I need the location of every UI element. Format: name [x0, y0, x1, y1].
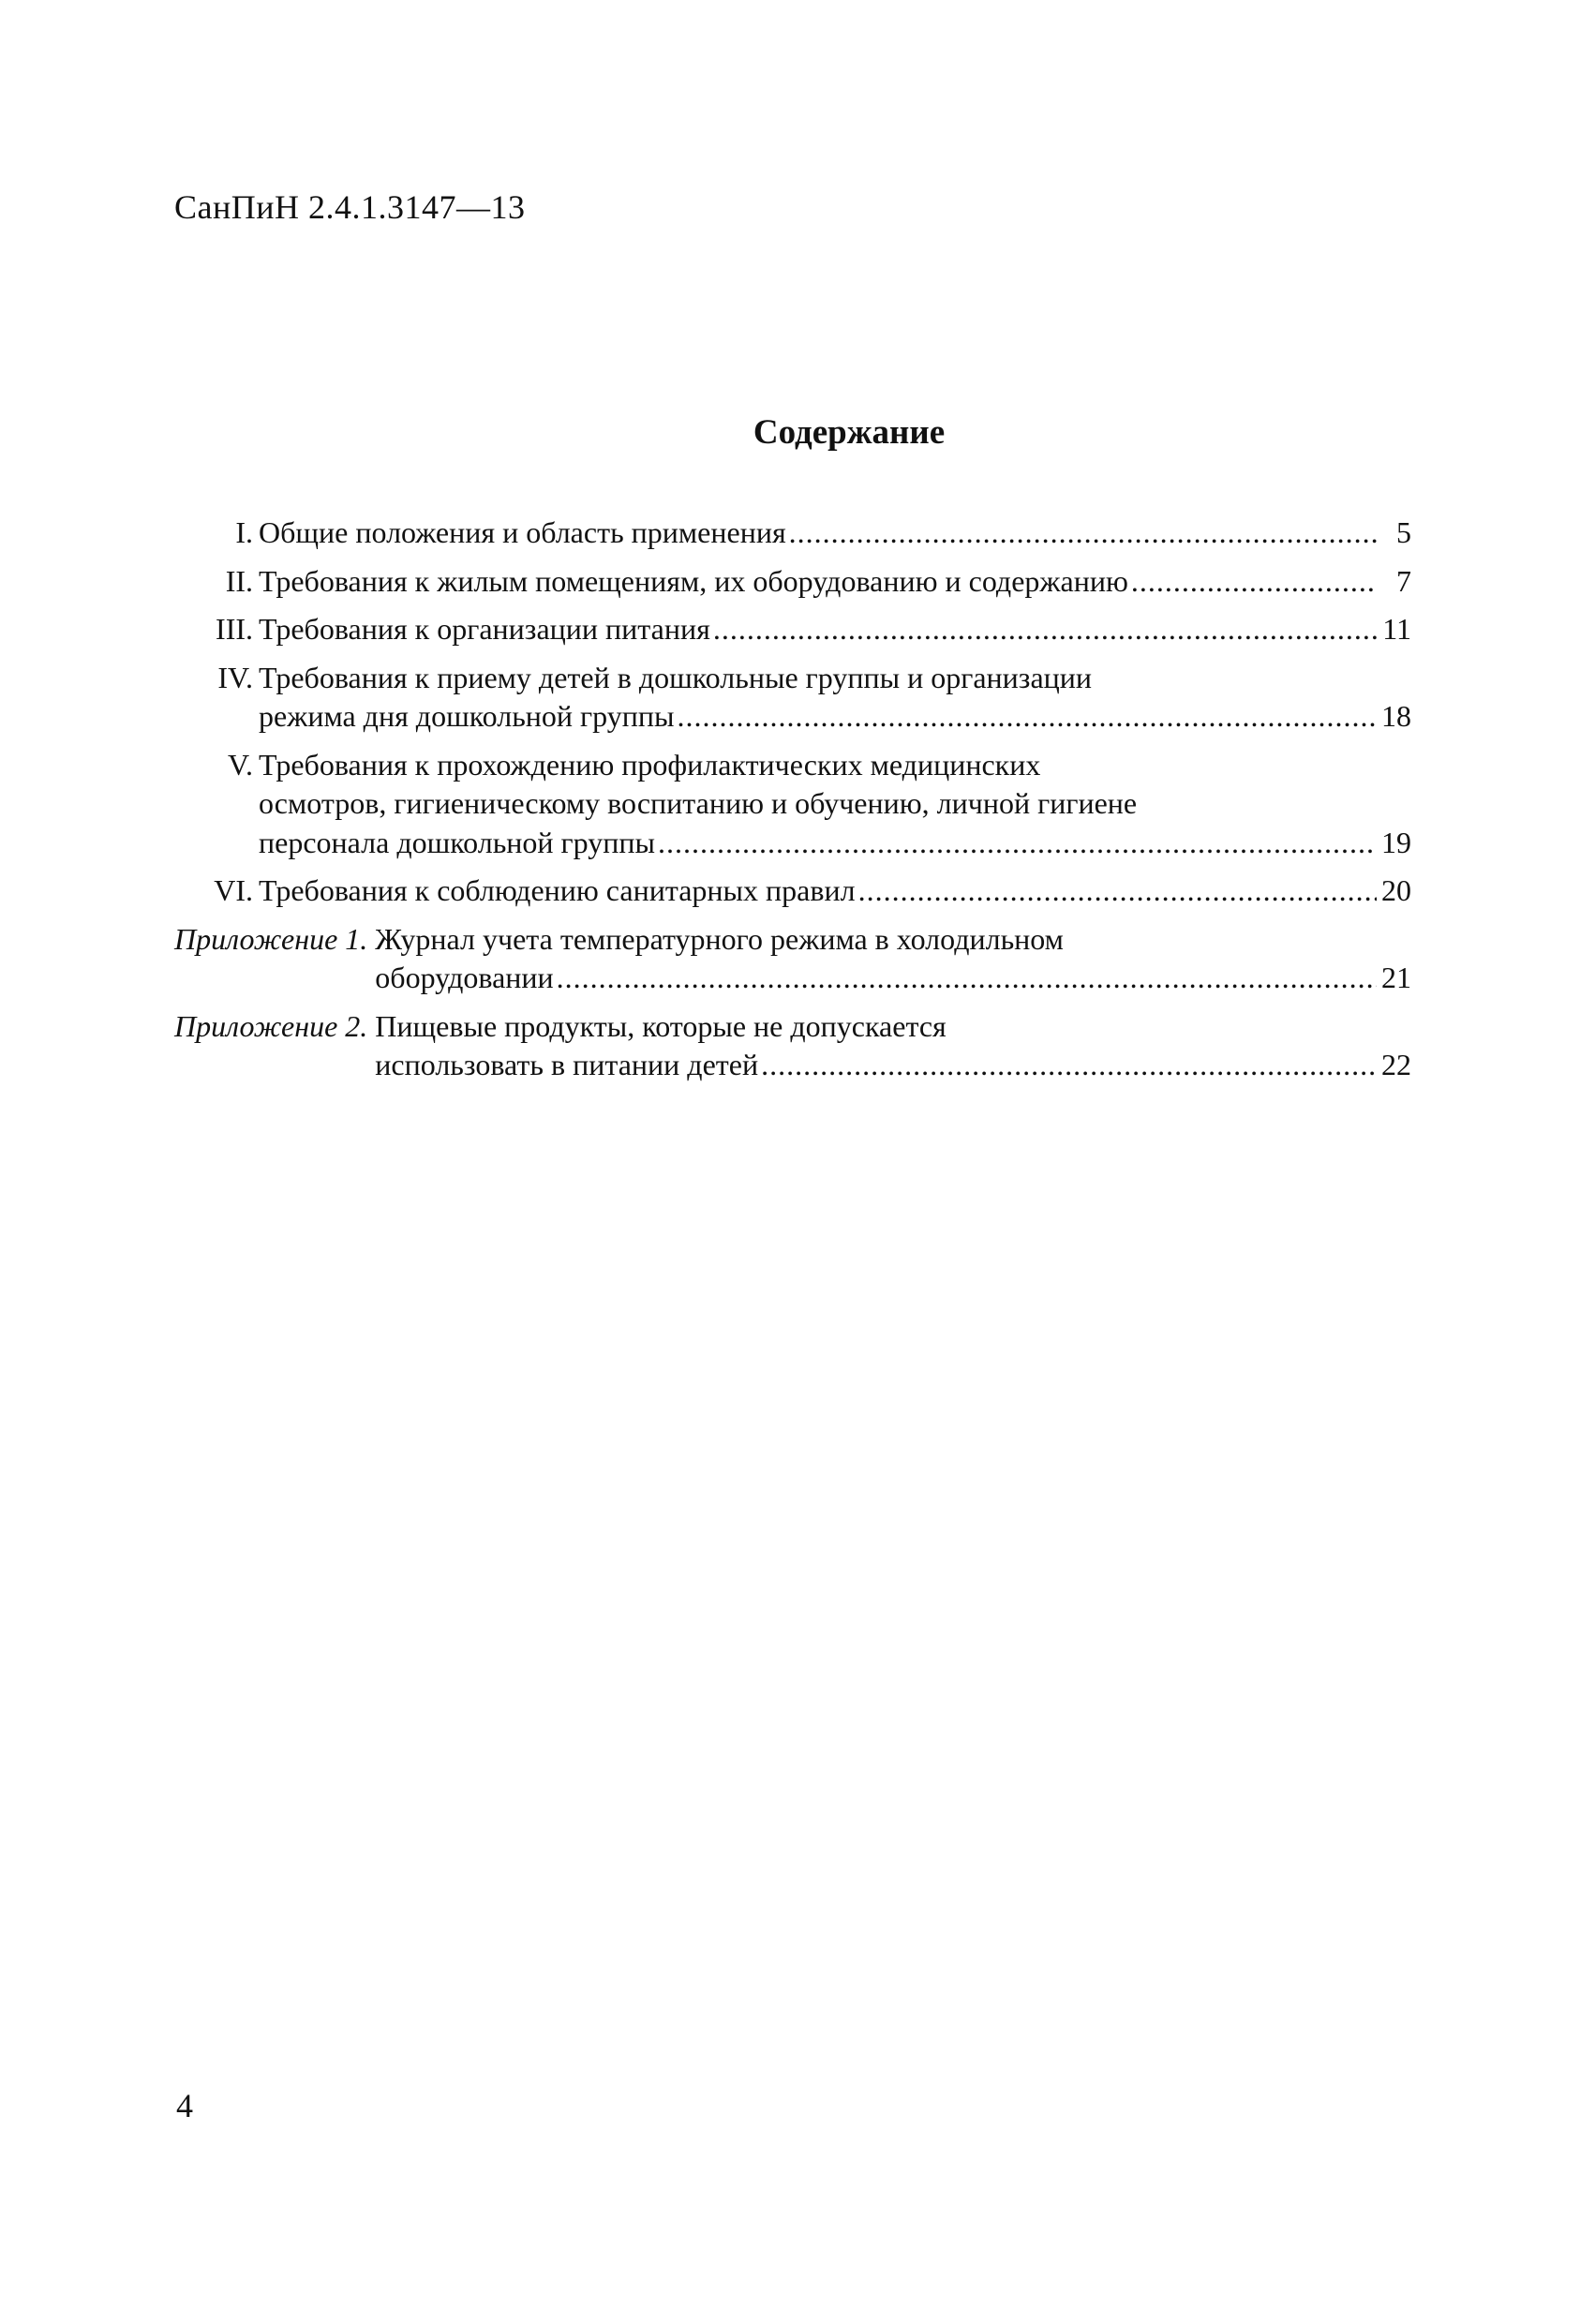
- toc-entry-page: 22: [1381, 1048, 1411, 1081]
- toc-entry-page: 5: [1396, 515, 1411, 549]
- toc-entry-title-line: Требования к прохождению профилактических медицинских: [259, 747, 1041, 782]
- toc-entry-number: I.: [235, 515, 253, 549]
- toc-entry-title: Общие положения и область применения: [259, 515, 786, 549]
- appendix-label: Приложение 2.: [174, 1008, 368, 1043]
- toc-entry-page: 7: [1396, 563, 1411, 598]
- toc-appendix-entry[interactable]: [174, 920, 1411, 998]
- toc-entry-page: 18: [1381, 699, 1411, 733]
- toc-entry-page: 21: [1381, 961, 1411, 994]
- dot-leader: [858, 872, 1377, 911]
- toc-entry[interactable]: [174, 872, 1411, 911]
- toc-entry-title-line: Журнал учета температурного режима в холодильном: [375, 921, 1064, 956]
- toc-entry-page: 20: [1381, 873, 1411, 907]
- toc-entry[interactable]: [174, 659, 1411, 737]
- toc-title: Содержание: [753, 413, 946, 452]
- toc-appendix-entry[interactable]: [174, 1007, 1411, 1085]
- toc-entry-title: использовать в питании детей: [375, 1048, 759, 1081]
- toc-entry[interactable]: [174, 562, 1411, 602]
- toc-entry[interactable]: [174, 746, 1411, 863]
- toc-entry[interactable]: [174, 610, 1411, 649]
- dot-leader: [677, 697, 1377, 737]
- toc-entry-page: 11: [1382, 612, 1411, 646]
- dot-leader: [658, 824, 1377, 863]
- dot-leader: [557, 959, 1377, 998]
- toc-entry-title-line: осмотров, гигиеническому воспитанию и обучению, личной гигиене: [259, 786, 1138, 820]
- toc-entry-title: оборудовании: [375, 961, 554, 994]
- toc-entry[interactable]: [174, 514, 1411, 553]
- toc-entry-title: Требования к организации питания: [259, 612, 710, 646]
- toc-entry-title: Требования к соблюдению санитарных правил: [259, 873, 856, 907]
- dot-leader: [761, 1046, 1377, 1085]
- dot-leader: [1131, 562, 1377, 602]
- toc-entry-page: 19: [1381, 825, 1411, 859]
- document-code: СанПиН 2.4.1.3147—13: [174, 188, 526, 226]
- toc-entry-title-line: Требования к приему детей в дошкольные группы и организации: [259, 660, 1093, 694]
- toc-entry-number: III.: [216, 612, 253, 646]
- toc-entry-number: IV.: [217, 660, 253, 694]
- toc-entry-title: режима дня дошкольной группы: [259, 699, 675, 733]
- dot-leader: [789, 514, 1377, 553]
- toc-entry-number: V.: [228, 747, 253, 782]
- toc-entry-title: Требования к жилым помещениям, их оборудованию и содержанию: [259, 563, 1128, 598]
- page-number: 4: [176, 2087, 193, 2124]
- toc-entry-title-line: Пищевые продукты, которые не допускается: [375, 1008, 947, 1043]
- toc-entry-number: VI.: [214, 873, 253, 907]
- dot-leader: [713, 610, 1377, 649]
- table-of-contents: [174, 514, 1411, 1095]
- appendix-label: Приложение 1.: [174, 921, 368, 956]
- toc-entry-title: персонала дошкольной группы: [259, 825, 655, 859]
- toc-entry-number: II.: [225, 563, 253, 598]
